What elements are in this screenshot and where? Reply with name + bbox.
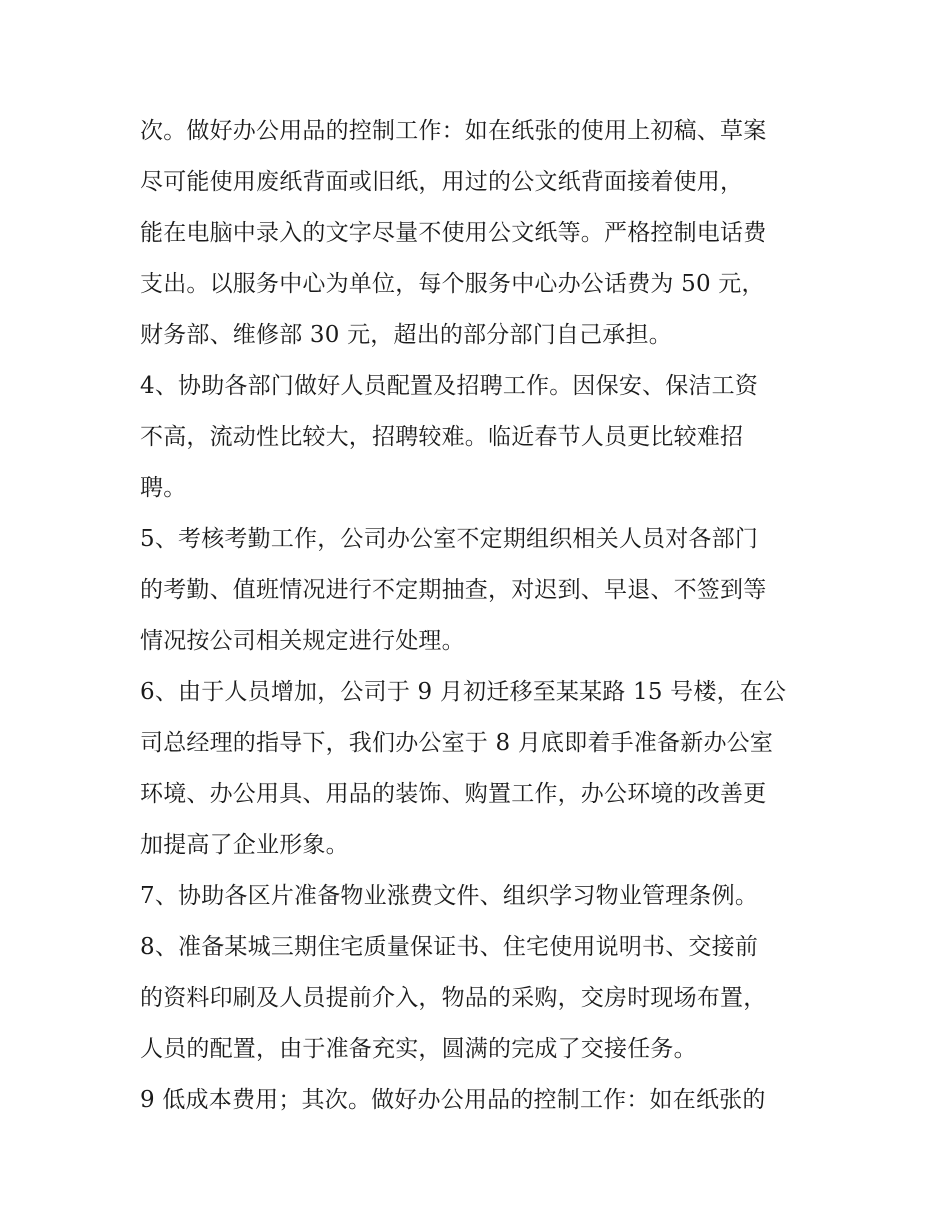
- text-line: 次。做好办公用品的控制工作：如在纸张的使用上初稿、草案: [140, 118, 767, 144]
- text-line: 加提高了企业形象。: [140, 832, 349, 858]
- text-line: 财务部、维修部 30 元，超出的部分部门自己承担。: [140, 322, 672, 348]
- text-line: 司总经理的指导下，我们办公室于 8 月底即着手准备新办公室: [140, 730, 774, 756]
- text-line: 支出。以服务中心为单位，每个服务中心办公话费为 50 元，: [140, 271, 765, 297]
- text-line: 聘。: [140, 475, 187, 501]
- text-line: 7、协助各区片准备物业涨费文件、组织学习物业管理条例。: [140, 883, 759, 909]
- text-line: 9 低成本费用；其次。做好办公用品的控制工作：如在纸张的: [140, 1087, 766, 1113]
- document-body: [140, 106, 820, 1126]
- text-line: 4、协助各部门做好人员配置及招聘工作。因保安、保洁工资: [140, 373, 759, 399]
- text-line: 能在电脑中录入的文字尽量不使用公文纸等。严格控制电话费: [140, 220, 767, 246]
- text-line: 人员的配置，由于准备充实，圆满的完成了交接任务。: [140, 1036, 697, 1062]
- text-line: 6、由于人员增加，公司于 9 月初迁移至某某路 15 号楼，在公: [140, 679, 787, 705]
- text-line: 不高，流动性比较大，招聘较难。临近春节人员更比较难招: [140, 424, 744, 450]
- text-line: 尽可能使用废纸背面或旧纸，用过的公文纸背面接着使用，: [140, 169, 744, 195]
- text-line: 环境、办公用具、用品的装饰、购置工作，办公环境的改善更: [140, 781, 767, 807]
- text-line: 5、考核考勤工作，公司办公室不定期组织相关人员对各部门: [140, 526, 759, 552]
- text-line: 8、准备某城三期住宅质量保证书、住宅使用说明书、交接前: [140, 934, 759, 960]
- text-line: 的考勤、值班情况进行不定期抽查，对迟到、早退、不签到等: [140, 577, 767, 603]
- text-line: 情况按公司相关规定进行处理。: [140, 628, 465, 654]
- text-line: 的资料印刷及人员提前介入，物品的采购，交房时现场布置，: [140, 985, 767, 1011]
